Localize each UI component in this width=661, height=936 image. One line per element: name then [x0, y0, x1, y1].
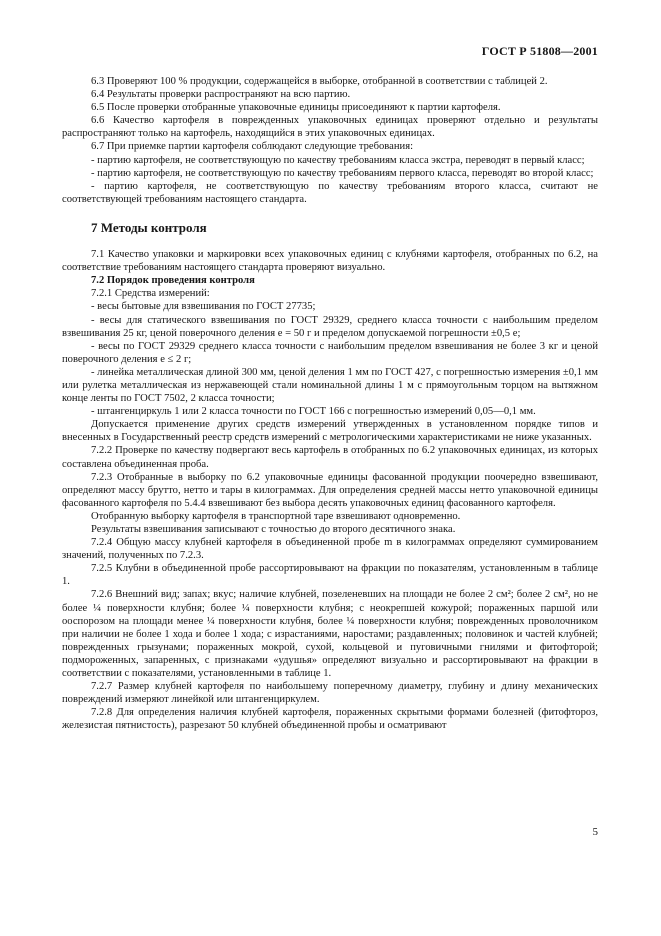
section-7-paragraph: - штангенциркуль 1 или 2 класса точности по ГОСТ 166 с погрешностью измерений 0,05—0,1 мм. — [91, 406, 536, 418]
section-7-paragraph: - весы бытовые для взвешивания по ГОСТ 27735; — [91, 301, 316, 313]
section-6-continuation — [62, 75, 598, 206]
section-7-paragraph: 7.2.4 Общую массу клубней картофеля в объединенной пробе m в килограммах определяют суммированием значений, полученных по 7.2.3. — [62, 537, 598, 562]
standard-code-header: ГОСТ Р 51808—2001 — [481, 44, 598, 58]
section-6-paragraph: - партию картофеля, не соответствующую по качеству требованиям второго класса, считают не соответствующей требованиям настоящего стандарта. — [62, 180, 598, 205]
section-6-paragraph: - партию картофеля, не соответствующую по качеству требованиям первого класса, переводят во второй класс; — [91, 167, 594, 179]
section-7-paragraph: 7.2.1 Средства измерений: — [91, 288, 210, 300]
section-7-paragraph: 7.2.3 Отобранные в выборку по 6.2 упаковочные единицы фасованной продукции поочередно взвешивают, определяют массу брутто, нетто и тары в килограммах. Для определения средней массы нетто упаковочной единицы фасованного картофеля по 5.4.4 взвешивают без выбора десять упаковочных единиц фасованного картофеля. — [62, 471, 598, 509]
section-6-paragraph: 6.3 Проверяют 100 % продукции, содержащейся в выборке, отобранной в соответствии с таблицей 2. — [91, 76, 548, 87]
section-6-paragraph: 6.6 Качество картофеля в поврежденных упаковочных единицах проверяют отдельно и результаты распространяют только на картофель, находящийся в этих упаковочных единицах. — [62, 115, 598, 140]
section-title: 7 Методы контроля — [91, 219, 207, 235]
page-number: 5 — [592, 826, 598, 838]
section-7-paragraph: 7.2.8 Для определения наличия клубней картофеля, пораженных скрытыми формами болезней (фитофтороз, железистая пятнистость), разрезают 50 клубней объединенной пробы и осматривают — [62, 707, 598, 732]
section-6-paragraph: 6.4 Результаты проверки распространяют на всю партию. — [91, 89, 351, 101]
section-7-paragraph: 7.2.7 Размер клубней картофеля по наибольшему поперечному диаметру, глубину и длину механических повреждений измеряют линейкой или штангенциркулем. — [62, 681, 598, 706]
section-7-paragraph: 7.1 Качество упаковки и маркировки всех упаковочных единиц с клубнями картофеля, отобранных по 6.2, на соответствие требованиям настоящего стандарта проверяют визуально. — [62, 249, 598, 274]
section-7-content — [62, 248, 598, 732]
section-7-paragraph: 7.2.5 Клубни в объединенной пробе рассортировывают на фракции по показателям, установленным в таблице 1. — [62, 563, 598, 588]
section-7-paragraph: Отобранную выборку картофеля в транспортной таре взвешивают одновременно. — [91, 510, 461, 522]
section-7-paragraph: 7.2 Порядок проведения контроля — [91, 275, 255, 287]
section-6-paragraph: - партию картофеля, не соответствующую по качеству требованиям класса экстра, переводят в первый класс; — [91, 154, 585, 166]
section-7-paragraph: Результаты взвешивания записывают с точностью до второго десятичного знака. — [91, 524, 456, 535]
section-7-paragraph: - весы по ГОСТ 29329 среднего класса точности с наибольшим пределом взвешивания не более 3 кг и ценой поверочного деления е ≤ 2 г; — [62, 340, 598, 365]
section-7-paragraph: 7.2.6 Внешний вид; запах; вкус; наличие клубней, позеленевших на площади не более 2 см²; более 2 см², но не более ¼ поверхности клубня; более ¼ поверхности клубня; с неокрепшей кожурой; пораженных паршой или ооспорозом на площади менее ¼ поверхности клубня, более ¼ поверхности клубня; поврежденных проволочником при наличии не более 1 хода и более 1 хода; с израстаниями, наростами; раздавленных; половинок и частей клубней; поврежденных грызунами; пораженных мокрой, сухой, кольцевой и пуговичными гнилями и фитофторой; подмороженных, запаренных, с признаками «удушья» определяют визуально и рассортировывают на фракции в соответствии с показателями, установленными в таблице 1. — [62, 589, 598, 680]
section-7-paragraph: - линейка металлическая длиной 300 мм, ценой деления 1 мм по ГОСТ 427, с погрешностью измерения ±0,1 мм или рулетка металлическая из нержавеющей стали номинальной длины 1 м с прямоугольным торцом на вытяжном конце ленты по ГОСТ 7502, 2 класса точности; — [62, 366, 598, 405]
section-6-paragraph: 6.7 При приемке партии картофеля соблюдают следующие требования: — [91, 141, 414, 153]
section-7-paragraph: Допускается применение других средств измерений утвержденных в установленном порядке типов и внесенных в Государственный реестр средств измерений с метрологическими характеристиками не ниже указанных. — [62, 419, 598, 444]
section-7-paragraph: 7.2.2 Проверке по качеству подвергают весь картофель в отобранных по 6.2 упаковочных единицах, из которых составлена объединенная проба. — [62, 445, 598, 470]
section-7-paragraph: - весы для статического взвешивания по ГОСТ 29329, среднего класса точности с наибольшим пределом взвешивания 25 кг, ценой поверочного деления е = 50 г и пределом допускаемой погрешности ±0,5 е; — [62, 314, 598, 339]
document-body — [62, 75, 598, 733]
section-6-paragraph: 6.5 После проверки отобранные упаковочные единицы присоединяют к партии картофеля. — [91, 102, 501, 114]
